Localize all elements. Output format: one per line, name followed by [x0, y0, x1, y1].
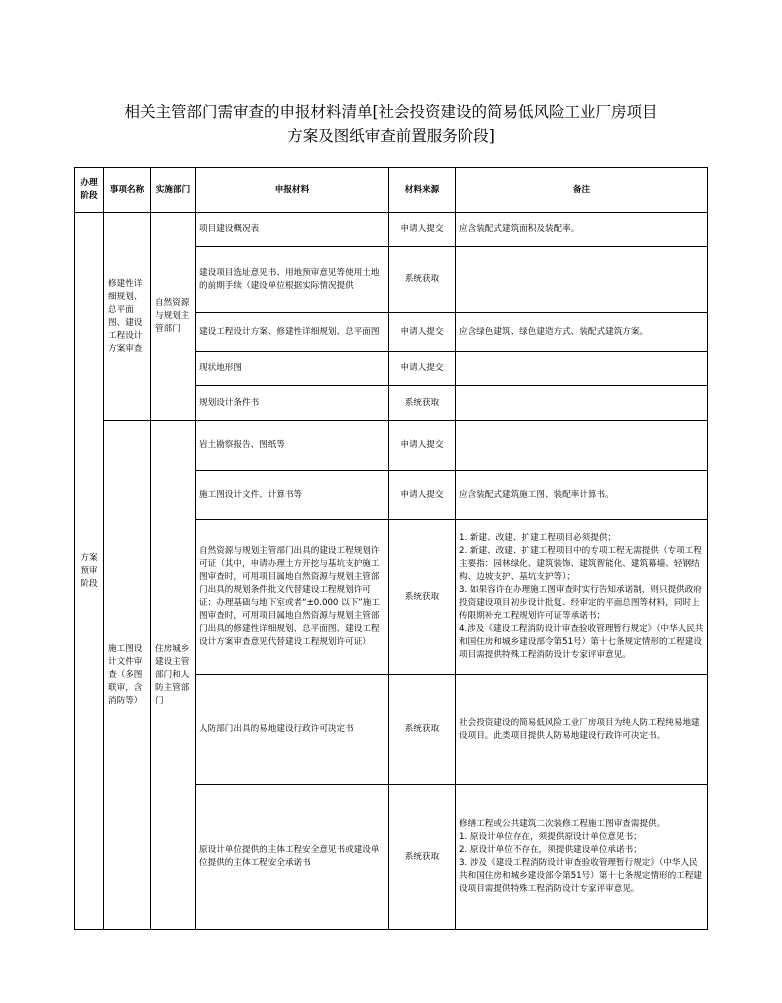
remark-line: 2. 新建、改建、扩建工程项目中的专项工程无需提供（专项工程主要指：园林绿化、建筑装饰、建筑智能化、建筑幕墙、轻钢结构、边坡支护、基坑支护等）；: [459, 546, 702, 582]
material-cell: 项目建设概况表: [196, 213, 389, 247]
material-cell: 人防部门出具的易地建设行政许可决定书: [196, 675, 389, 785]
header-dept: 实施部门: [151, 168, 196, 213]
dept-cell: 住房城乡建设主管部门和人防主管部门: [151, 421, 196, 930]
header-remark: 备注: [456, 168, 708, 213]
material-cell: 规划设计条件书: [196, 386, 389, 421]
remark-cell: [456, 352, 708, 386]
remark-cell: [456, 313, 708, 352]
header-material: 申报材料: [196, 168, 389, 213]
item-cell: 修建性详细规划、总平面图、建设工程设计方案审查: [104, 213, 151, 421]
material-cell: 原设计单位提供的主体工程安全意见书或建设单位提供的主体工程安全承诺书: [196, 785, 389, 930]
material-cell: 岩土勘察报告、图纸等: [196, 421, 389, 471]
material-cell: 建设工程设计方案、修建性详细规划、总平面图: [196, 313, 389, 352]
remark-cell: [456, 675, 708, 785]
material-cell: 自然资源与规划主管部门出具的建设工程规划许可证（其中，申请办理土方开挖与基坑支护施工图审查时，可用项目属地自然资源与规划主管部门出具的规划条件批文代替建设工程规划许可证；办理基础与地下室或者“±0.000 以下”施工图审查时，可用项目属地自然资源与规划主管部门出具的修建性详细规划、总平面图、建设工程设计方案审查意见代替建设工程规划许可证）: [196, 520, 389, 675]
table-header-row: [75, 168, 708, 213]
title-line-2: 方案及图纸审查前置服务阶段]: [287, 127, 495, 145]
source-cell: 系统获取: [389, 785, 456, 930]
remark-line: 1. 新建、改建、扩建工程项目必须提供；: [459, 533, 617, 543]
title-line-1: 相关主管部门需审查的申报材料清单[社会投资建设的简易低风险工业厂房项目: [124, 103, 658, 121]
source-cell: 系统获取: [389, 675, 456, 785]
dept-cell: 自然资源与规划主管部门: [151, 213, 196, 421]
source-cell: 申请人提交: [389, 471, 456, 520]
source-cell: 申请人提交: [389, 213, 456, 247]
remark-cell: [456, 785, 708, 930]
source-cell: 申请人提交: [389, 421, 456, 471]
table-row: [75, 213, 708, 247]
document-title: [0, 100, 782, 148]
remark-cell: [456, 520, 708, 675]
material-cell: 现状地形图: [196, 352, 389, 386]
source-cell: 系统获取: [389, 386, 456, 421]
header-item: 事项名称: [104, 168, 151, 213]
source-cell: 系统获取: [389, 520, 456, 675]
item-cell: 施工图设计文件审查（多图联审，含消防等）: [104, 421, 151, 930]
source-cell: 系统获取: [389, 247, 456, 313]
source-cell: 申请人提交: [389, 313, 456, 352]
remark-cell: [456, 247, 708, 313]
remark-cell: [456, 213, 708, 247]
remark-line: 社会投资建设的简易低风险工业厂房项目为纯人防工程纯易地建设项目。此类项目提供人防易地建设行政许可决定书。: [459, 717, 700, 741]
material-cell: 施工图设计文件、计算书等: [196, 471, 389, 520]
header-source: 材料来源: [389, 168, 456, 213]
materials-table: [74, 167, 708, 930]
remark-line: 3. 如果容许在办理施工图审查时实行告知承诺制，则只提供政府投资建设项目初步设计批复、经审定的平面总图等材料，同时上传限期补充工程规划许可证等承诺书；: [459, 585, 702, 621]
material-cell: 建设项目选址意见书、用地预审意见等使用土地的前期手续（建设单位根据实际情况提供: [196, 247, 389, 313]
remark-cell: [456, 471, 708, 520]
remark-line: 应含绿色建筑、绿色建造方式、装配式建筑方案。: [459, 326, 649, 337]
remark-line: 2. 原设计单位不存在，须提供建设单位承诺书；: [459, 845, 642, 855]
remark-line: 应含装配式建筑面积及装配率。: [459, 224, 580, 234]
table-row: [75, 421, 708, 471]
header-stage: 办理阶段: [75, 168, 104, 213]
remark-line: 3. 涉及《建设工程消防设计审查验收管理暂行规定》（中华人民共和国住房和城乡建设部令第51号）第十七条规定情形的工程建设项目需提供特殊工程消防设计专家评审意见。: [459, 858, 702, 894]
stage-cell: 方案预审阶段: [75, 213, 104, 930]
remark-line: 应含装配式建筑施工图、装配率计算书。: [459, 489, 614, 500]
remark-cell: [456, 386, 708, 421]
remark-cell: [456, 421, 708, 471]
remark-line: 修缮工程或公共建筑二次装修工程施工图审查需提供。: [459, 819, 666, 829]
source-cell: 申请人提交: [389, 352, 456, 386]
remark-line: 1. 原设计单位存在，须提供原设计单位意见书；: [459, 832, 642, 842]
remark-line: 4.涉及《建设工程消防设计审查验收管理暂行规定》（中华人民共和国住房和城乡建设部令第51号）第十七条规定情形的工程建设项目需提供特殊工程消防设计专家评审意见。: [459, 624, 704, 660]
